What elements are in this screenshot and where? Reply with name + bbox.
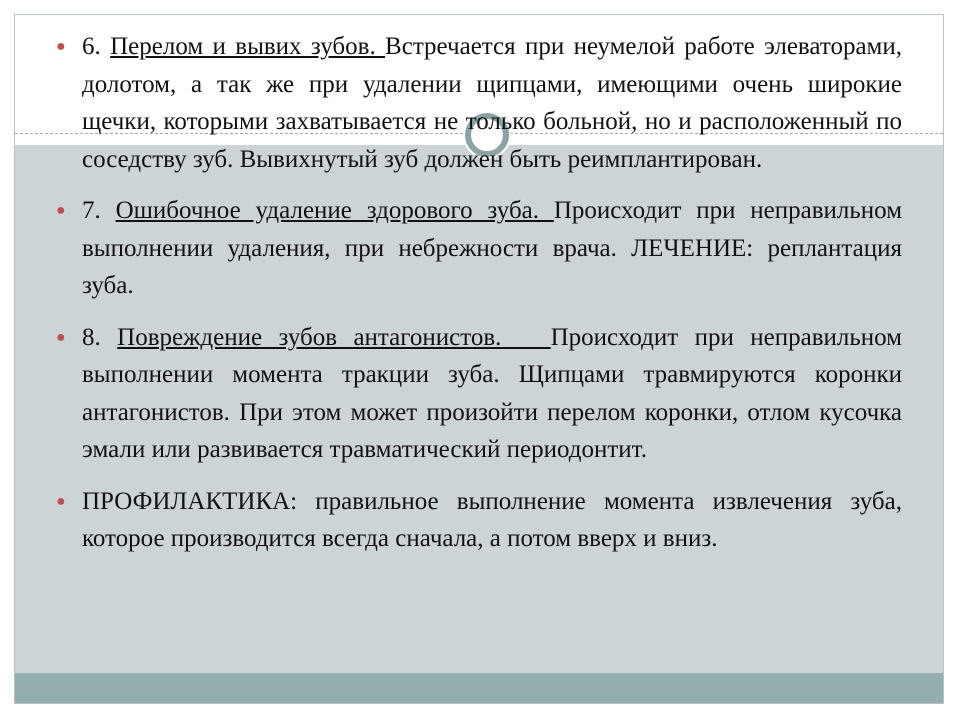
slide-content: [56, 28, 902, 572]
list-item: [56, 483, 902, 558]
list-item: [56, 192, 902, 305]
item-text: ПРОФИЛАКТИКА: правильное выполнение момента извлечения зуба, которое производится всегда сначала, а потом вверх и вниз.: [82, 487, 902, 552]
bullet-dot-icon: ●: [56, 492, 66, 510]
bullet-dot-icon: ●: [56, 202, 66, 219]
item-heading: Ошибочное удаление здорового зуба.: [115, 197, 554, 224]
list-item: [56, 28, 902, 178]
item-text: Встречается при неумелой работе элеваторами, долотом, а так же при удалении щипцами, имеющими очень широкие щечки, которыми захватывается не только больной, но и расположенный по соседству зуб. Вывихнутый зуб должен быть реимплантирован.: [82, 33, 902, 173]
bullet-dot-icon: ●: [56, 328, 66, 346]
bullet-dot-icon: ●: [56, 38, 66, 55]
item-text: Происходит при неправильном выполнении удаления, при небрежности врача. ЛЕЧЕНИЕ: реплантация зуба.: [82, 197, 903, 299]
list-item: [56, 319, 902, 469]
item-number: 8.: [82, 323, 101, 351]
item-text: Происходит при неправильном выполнении момента тракции зуба. Щипцами травмируются коронки антагонистов. При этом может произойти перелом коронки, отлом кусочка эмали или развивается травматический периодонтит.: [82, 323, 902, 463]
item-number: 6.: [82, 33, 101, 60]
item-heading: Перелом и вывих зубов.: [110, 33, 386, 60]
item-heading: Повреждение зубов антагонистов.: [117, 323, 551, 351]
bottom-band: [15, 673, 943, 703]
item-number: 7.: [82, 197, 101, 224]
